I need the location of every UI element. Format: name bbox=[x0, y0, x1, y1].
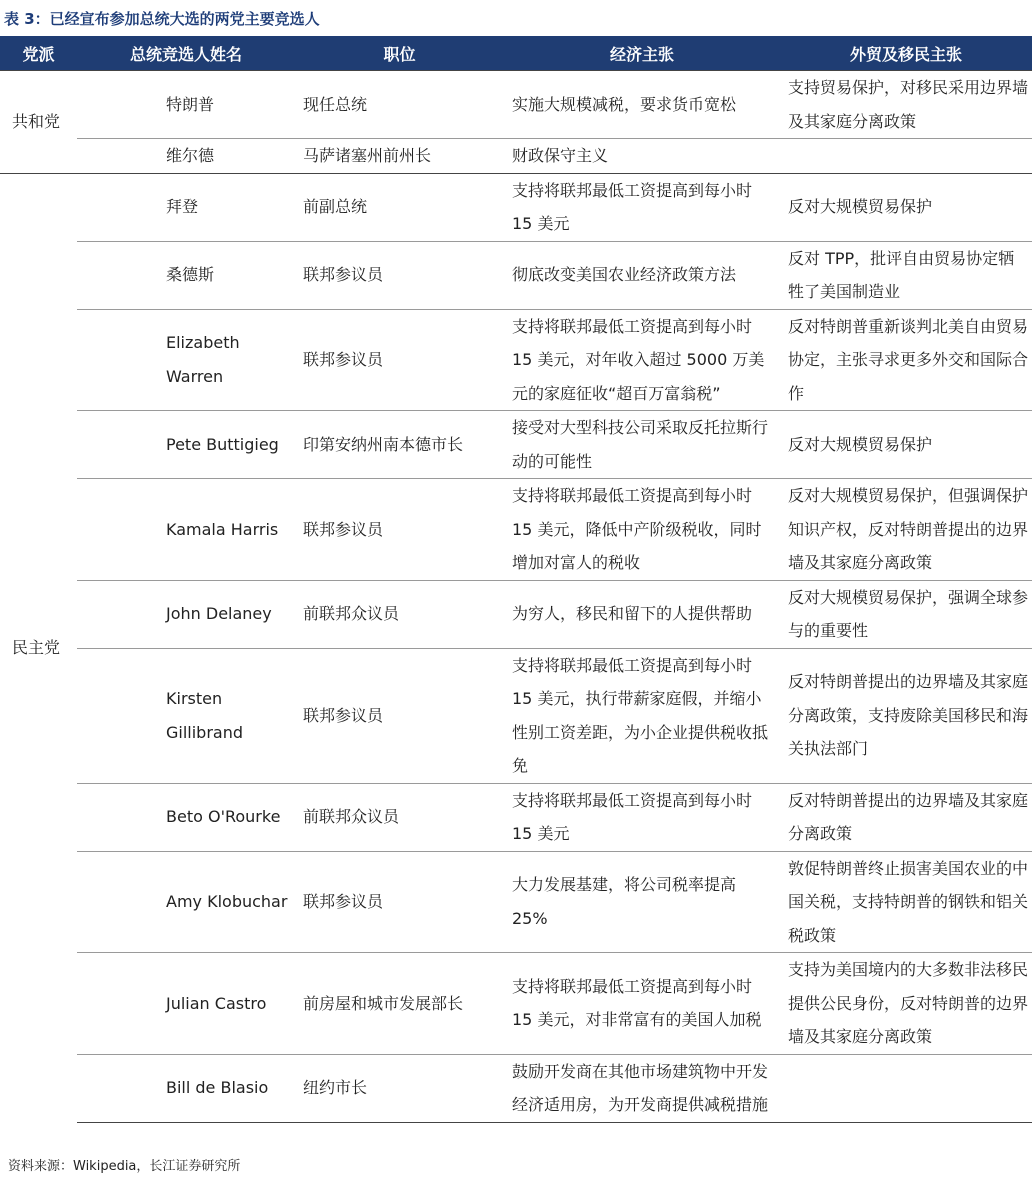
table-row bbox=[0, 648, 1032, 783]
candidate-name: Bill de Blasio bbox=[77, 1054, 295, 1122]
table-caption: 表 3：已经宣布参加总统大选的两党主要竞选人 bbox=[4, 10, 320, 28]
table-row bbox=[0, 173, 1032, 241]
trade-immigration-policy: 反对大规模贸易保护，强调全球参与的重要性 bbox=[780, 580, 1032, 648]
trade-immigration-policy: 反对特朗普重新谈判北美自由贸易协定，主张寻求更多外交和国际合作 bbox=[780, 309, 1032, 411]
header-position: 职位 bbox=[295, 36, 504, 71]
candidate-position: 前联邦众议员 bbox=[295, 783, 504, 851]
candidate-name: Kirsten Gillibrand bbox=[77, 648, 295, 783]
table-row bbox=[0, 309, 1032, 411]
header-candidate-name: 总统竞选人姓名 bbox=[77, 36, 295, 71]
table-row bbox=[0, 241, 1032, 309]
table-row bbox=[0, 479, 1032, 581]
candidate-name: 桑德斯 bbox=[77, 241, 295, 309]
candidate-position: 马萨诸塞州前州长 bbox=[295, 139, 504, 174]
candidate-name: 拜登 bbox=[77, 173, 295, 241]
candidate-position: 联邦参议员 bbox=[295, 479, 504, 581]
candidate-position: 前副总统 bbox=[295, 173, 504, 241]
header-party: 党派 bbox=[0, 36, 77, 71]
candidate-name: Kamala Harris bbox=[77, 479, 295, 581]
candidate-position: 联邦参议员 bbox=[295, 851, 504, 953]
party-cell-republican: 共和党 bbox=[0, 71, 77, 174]
economic-policy: 为穷人，移民和留下的人提供帮助 bbox=[504, 580, 780, 648]
candidate-position: 联邦参议员 bbox=[295, 241, 504, 309]
table-row bbox=[0, 851, 1032, 953]
trade-immigration-policy: 敦促特朗普终止损害美国农业的中国关税，支持特朗普的钢铁和铝关税政策 bbox=[780, 851, 1032, 953]
economic-policy: 财政保守主义 bbox=[504, 139, 780, 174]
candidate-name: John Delaney bbox=[77, 580, 295, 648]
economic-policy: 大力发展基建，将公司税率提高 25% bbox=[504, 851, 780, 953]
economic-policy: 支持将联邦最低工资提高到每小时 15 美元，执行带薪家庭假，并缩小性别工资差距，为小企业提供税收抵免 bbox=[504, 648, 780, 783]
trade-immigration-policy: 反对特朗普提出的边界墙及其家庭分离政策 bbox=[780, 783, 1032, 851]
economic-policy: 实施大规模减税，要求货币宽松 bbox=[504, 71, 780, 139]
trade-immigration-policy: 反对大规模贸易保护 bbox=[780, 411, 1032, 479]
header-trade-immigration: 外贸及移民主张 bbox=[780, 36, 1032, 71]
trade-immigration-policy: 反对 TPP，批评自由贸易协定牺牲了美国制造业 bbox=[780, 241, 1032, 309]
candidate-position: 印第安纳州南本德市长 bbox=[295, 411, 504, 479]
table-row bbox=[0, 71, 1032, 139]
economic-policy: 支持将联邦最低工资提高到每小时 15 美元，对非常富有的美国人加税 bbox=[504, 953, 780, 1055]
candidate-name: 维尔德 bbox=[77, 139, 295, 174]
candidate-name: Amy Klobuchar bbox=[77, 851, 295, 953]
economic-policy: 接受对大型科技公司采取反托拉斯行动的可能性 bbox=[504, 411, 780, 479]
candidate-position: 联邦参议员 bbox=[295, 648, 504, 783]
table-row bbox=[0, 580, 1032, 648]
table-row bbox=[0, 783, 1032, 851]
trade-immigration-policy: 反对大规模贸易保护，但强调保护知识产权，反对特朗普提出的边界墙及其家庭分离政策 bbox=[780, 479, 1032, 581]
candidate-name: Elizabeth Warren bbox=[77, 309, 295, 411]
party-cell-democrat: 民主党 bbox=[0, 173, 77, 1122]
trade-immigration-policy bbox=[780, 1054, 1032, 1122]
candidate-name: 特朗普 bbox=[77, 71, 295, 139]
table-header-row bbox=[0, 36, 1032, 71]
trade-immigration-policy: 支持为美国境内的大多数非法移民提供公民身份，反对特朗普的边界墙及其家庭分离政策 bbox=[780, 953, 1032, 1055]
table-row bbox=[0, 1054, 1032, 1122]
candidate-name: Pete Buttigieg bbox=[77, 411, 295, 479]
economic-policy: 鼓励开发商在其他市场建筑物中开发经济适用房，为开发商提供减税措施 bbox=[504, 1054, 780, 1122]
candidate-name: Julian Castro bbox=[77, 953, 295, 1055]
trade-immigration-policy: 支持贸易保护，对移民采用边界墙及其家庭分离政策 bbox=[780, 71, 1032, 139]
candidates-table bbox=[0, 36, 1032, 1123]
trade-immigration-policy bbox=[780, 139, 1032, 174]
economic-policy: 支持将联邦最低工资提高到每小时 15 美元，对年收入超过 5000 万美元的家庭征收“超百万富翁税” bbox=[504, 309, 780, 411]
table-row bbox=[0, 411, 1032, 479]
trade-immigration-policy: 反对大规模贸易保护 bbox=[780, 173, 1032, 241]
economic-policy: 彻底改变美国农业经济政策方法 bbox=[504, 241, 780, 309]
header-economy: 经济主张 bbox=[504, 36, 780, 71]
candidate-position: 现任总统 bbox=[295, 71, 504, 139]
economic-policy: 支持将联邦最低工资提高到每小时 15 美元 bbox=[504, 783, 780, 851]
economic-policy: 支持将联邦最低工资提高到每小时 15 美元，降低中产阶级税收，同时增加对富人的税收 bbox=[504, 479, 780, 581]
candidate-name: Beto O'Rourke bbox=[77, 783, 295, 851]
candidate-position: 前联邦众议员 bbox=[295, 580, 504, 648]
table-row bbox=[0, 953, 1032, 1055]
candidate-position: 纽约市长 bbox=[295, 1054, 504, 1122]
candidate-position: 前房屋和城市发展部长 bbox=[295, 953, 504, 1055]
economic-policy: 支持将联邦最低工资提高到每小时 15 美元 bbox=[504, 173, 780, 241]
trade-immigration-policy: 反对特朗普提出的边界墙及其家庭分离政策，支持废除美国移民和海关执法部门 bbox=[780, 648, 1032, 783]
candidate-position: 联邦参议员 bbox=[295, 309, 504, 411]
table-row bbox=[0, 139, 1032, 174]
source-note: 资料来源：Wikipedia，长江证券研究所 bbox=[8, 1159, 241, 1174]
